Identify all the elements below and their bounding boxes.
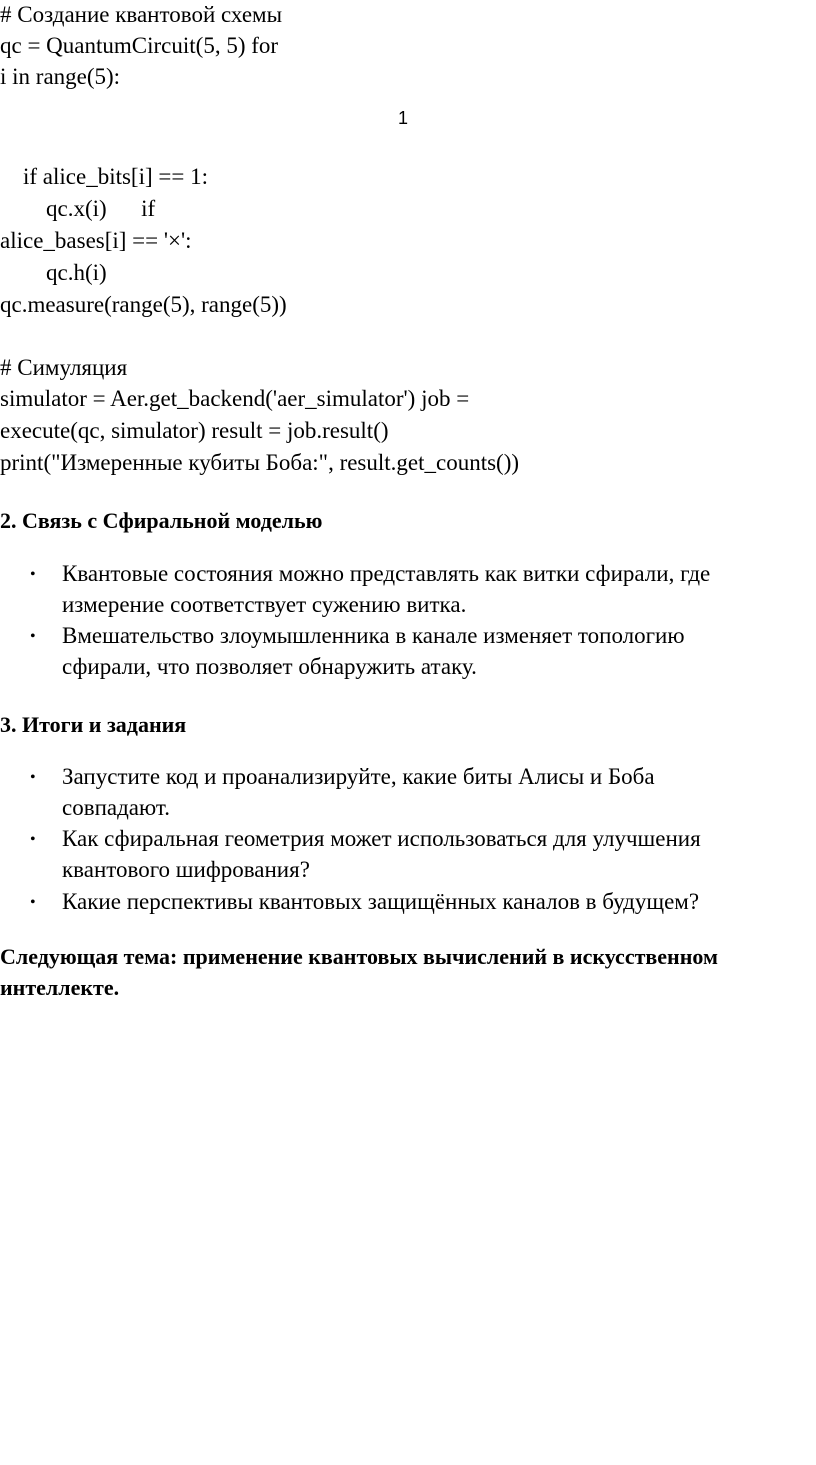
section-heading-2: 2. Связь с Сфиральной моделью [0,508,323,533]
list-item-text: измерение соответствует сужению витка. [62,592,467,617]
next-topic-line: интеллекте. [0,975,120,1000]
code-line: qc.h(i) [0,260,107,285]
list-item-text: сфирали, что позволяет обнаружить атаку. [62,654,477,679]
list-item-text: Вмешательство злоумышленника в канале изменяет топологию [62,623,685,648]
code-line: i in range(5): [0,64,121,89]
code-line: if alice_bits[i] == 1: [0,164,208,189]
code-line: qc.x(i) if [0,196,156,221]
list-item-text: Какие перспективы квантовых защищённых каналов в будущем? [62,889,700,914]
code-line: simulator = Aer.get_backend('aer_simulator') job = [0,386,470,411]
section-heading-3: 3. Итоги и задания [0,712,187,737]
bullet-marker: • [30,831,36,848]
code-comment-simulation: # Симуляция [0,355,128,380]
code-comment-create-circuit: # Создание квантовой схемы [0,2,283,27]
page-number: 1 [398,108,409,128]
code-line: print("Измеренные кубиты Боба:", result.get_counts()) [0,450,520,475]
code-line: qc = QuantumCircuit(5, 5) for [0,33,279,58]
list-item-text: Как сфиральная геометрия может использоваться для улучшения [62,826,701,851]
code-line: qc.measure(range(5), range(5)) [0,292,287,317]
list-item-text: Квантовые состояния можно представлять как витки сфирали, где [62,561,711,586]
bullet-marker: • [30,566,36,583]
bullet-marker: • [30,628,36,645]
list-item-text: Запустите код и проанализируйте, какие биты Алисы и Боба [62,764,655,789]
list-item-text: совпадают. [62,795,170,820]
next-topic-line: Следующая тема: применение квантовых вычислений в искусственном [0,944,718,969]
code-line: execute(qc, simulator) result = job.result() [0,418,389,443]
bullet-marker: • [30,769,36,786]
bullet-marker: • [30,894,36,911]
list-item-text: квантового шифрования? [62,857,310,882]
code-line: alice_bases[i] == '×': [0,228,192,253]
